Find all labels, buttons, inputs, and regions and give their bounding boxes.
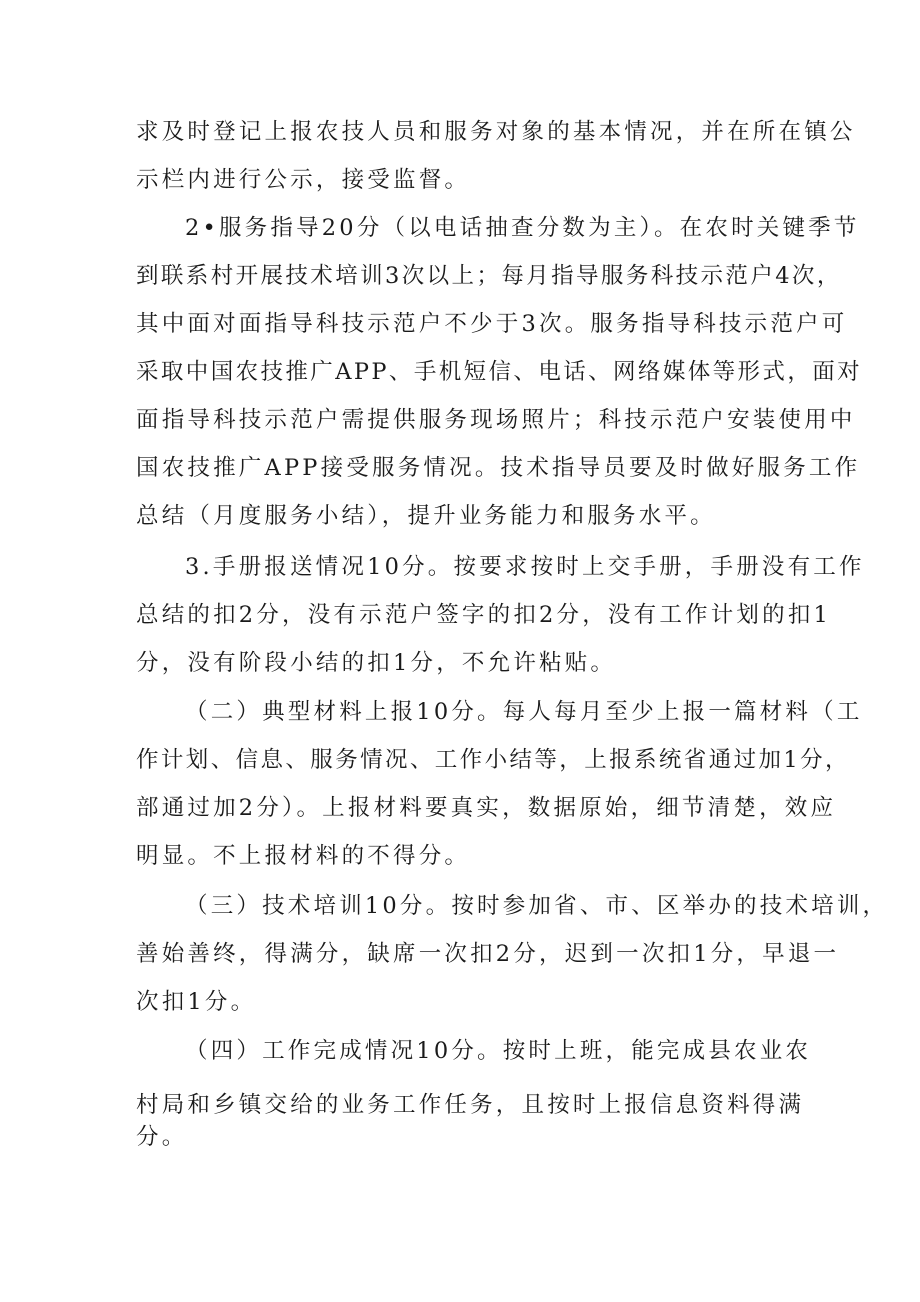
text-line: 采取中国农技推广APP、手机短信、电话、网络媒体等形式，面对 xyxy=(136,359,863,385)
paragraph-first-line: （三）技术培训10分。按时参加省、市、区举办的技术培训， xyxy=(185,893,889,919)
paragraph-first-line: 2•服务指导20分（以电话抽查分数为主）。在农时关键季节 xyxy=(185,215,860,241)
text-line: 部通过加2分）。上报材料要真实，数据原始，细节清楚，效应 xyxy=(136,795,837,821)
text-line: 总结（月度服务小结），提升业务能力和服务水平。 xyxy=(136,503,716,529)
text-line: 分。 xyxy=(136,1124,188,1150)
text-line: 国农技推广APP接受服务情况。技术指导员要及时做好服务工作 xyxy=(136,455,861,481)
text-line: 次扣1分。 xyxy=(136,989,257,1015)
text-line: 明显。不上报材料的不得分。 xyxy=(136,843,471,869)
text-line: 求及时登记上报农技人员和服务对象的基本情况，并在所在镇公 xyxy=(136,119,856,145)
text-line: 善始善终，得满分，缺席一次扣2分，迟到一次扣1分，早退一 xyxy=(136,941,840,967)
text-line: 到联系村开展技术培训3次以上；每月指导服务科技示范户4次， xyxy=(136,263,842,289)
paragraph-first-line: （四）工作完成情况10分。按时上班，能完成县农业农 xyxy=(185,1038,812,1064)
text-line: 总结的扣2分，没有示范户签字的扣2分，没有工作计划的扣1 xyxy=(136,602,832,628)
text-line: 示栏内进行公示，接受监督。 xyxy=(136,167,471,193)
text-line: 村局和乡镇交给的业务工作任务，且按时上报信息资料得满 xyxy=(136,1092,805,1118)
paragraph-first-line: （二）典型材料上报10分。每人每月至少上报一篇材料（工 xyxy=(185,699,863,725)
paragraph-first-line: 3.手册报送情况10分。按要求按时上交手册，手册没有工作 xyxy=(185,554,865,580)
text-line: 分，没有阶段小结的扣1分，不允许粘贴。 xyxy=(136,650,617,676)
text-line: 其中面对面指导科技示范户不少于3次。服务指导科技示范户可 xyxy=(136,311,848,337)
text-line: 面指导科技示范户需提供服务现场照片；科技示范户安装使用中 xyxy=(136,407,856,433)
text-line: 作计划、信息、服务情况、工作小结等，上报系统省通过加1分， xyxy=(136,747,850,773)
